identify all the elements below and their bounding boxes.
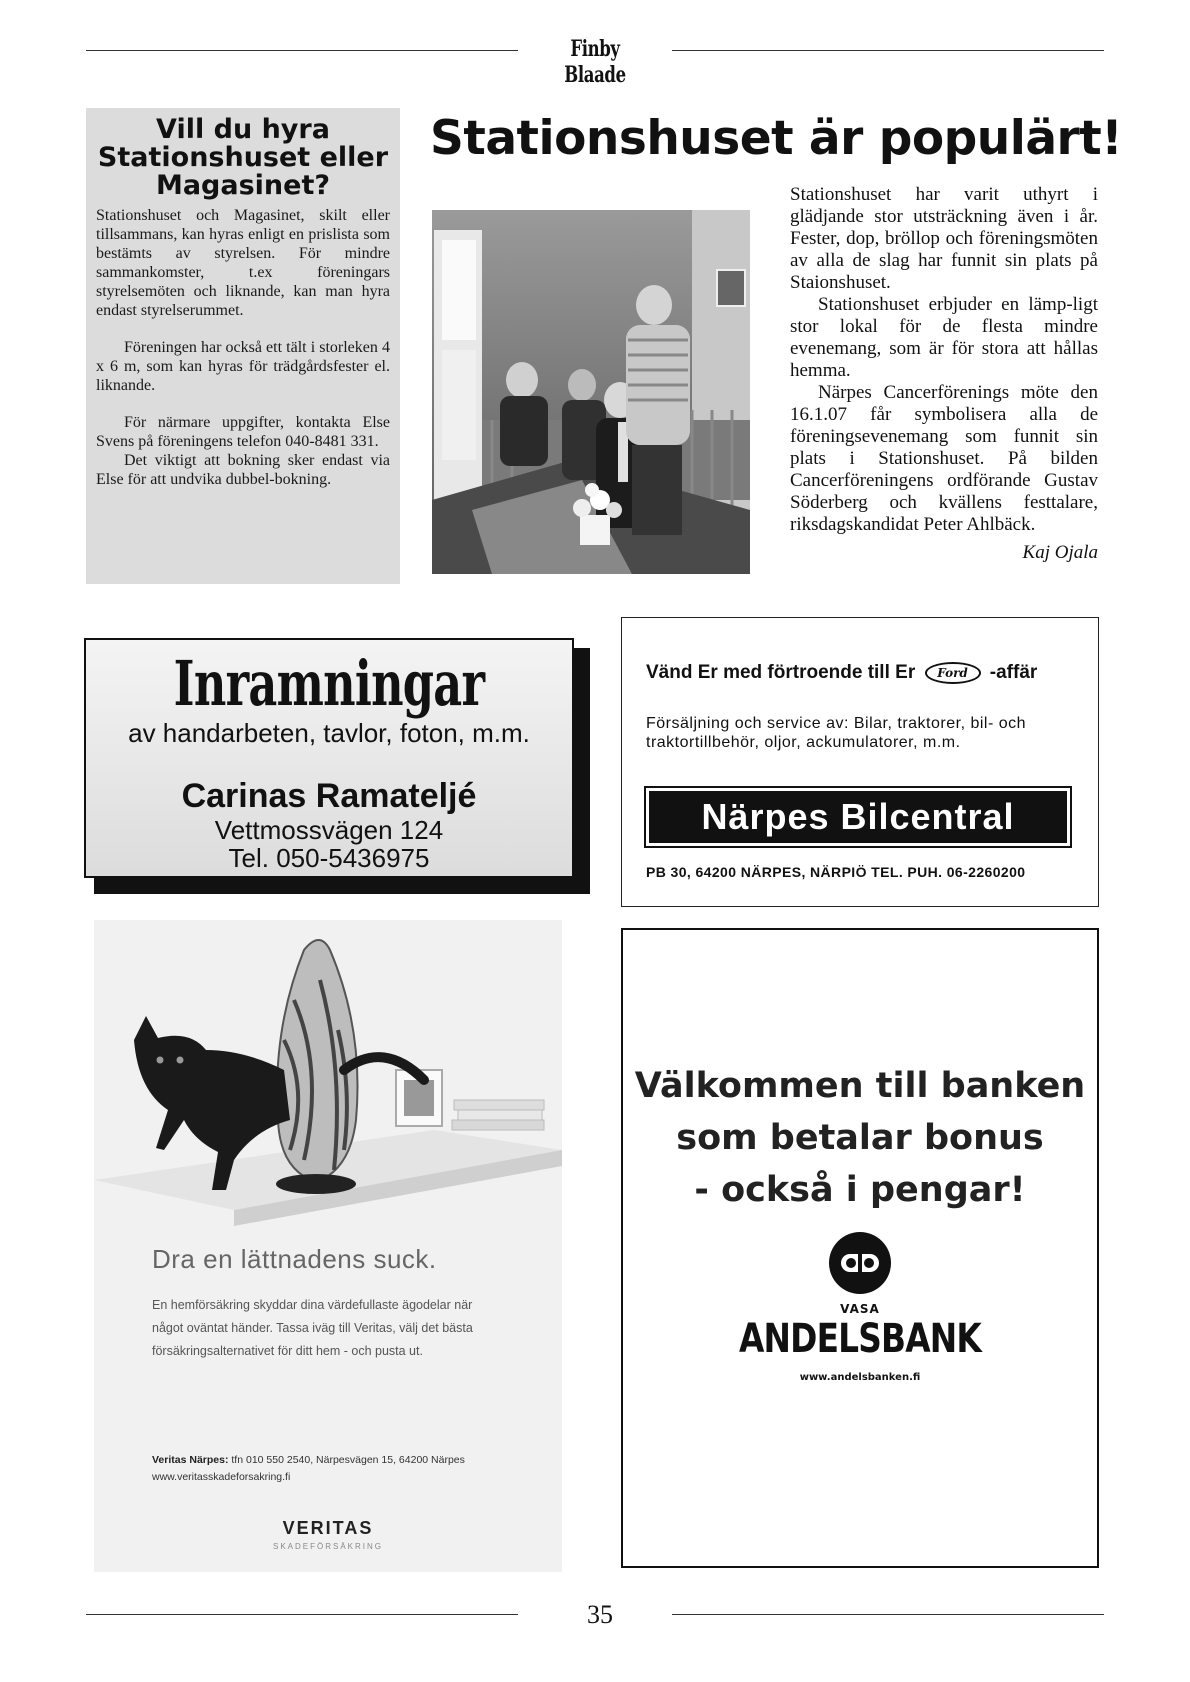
article-photo: [432, 210, 750, 574]
car-dealer-address: PB 30, 64200 NÄRPES, NÄRPIÖ TEL. PUH. 06-2260200: [646, 864, 1026, 880]
footer-rule-left: [86, 1614, 518, 1615]
article-paragraph: Stationshuset har varit uthyrt i glädjande stor utsträckning även i år. Fester, dop, bröllop och föreningsmöten av alla de slag har funnit sin plats på Staionshuset.: [790, 184, 1098, 293]
bank-logo-name: ANDELSBANK: [738, 1316, 982, 1362]
bank-ad-slogan: [629, 1060, 1091, 1216]
header-rule-left: [86, 50, 518, 51]
insurance-ad-contact-details: tfn 010 550 2540, Närpesvägen 15, 64200 Närpes: [231, 1454, 465, 1466]
article-byline: Kaj Ojala: [1022, 542, 1098, 563]
framing-ad: [84, 638, 574, 878]
op-bank-logo-icon: [827, 1230, 893, 1296]
rental-info-title: Vill du hyra Stationshuset eller Magasinet?: [97, 114, 389, 201]
article-body: [790, 184, 1098, 564]
bank-ad-slogan-line: - också i pengar!: [694, 1170, 1026, 1210]
rental-info-paragraph: För närmare uppgifter, kontakta Else Svens på föreningens telefon 040-8481 331.: [96, 414, 390, 450]
bank-ad-content: [629, 1060, 1091, 1438]
insurance-ad-url: www.veritasskadeforsakring.fi: [152, 1471, 291, 1483]
rental-info-paragraph: Föreningen har också ett tält i storleken 4 x 6 m, som kan hyras för trädgårdsfester el. liknande.: [96, 339, 390, 394]
car-dealer-name-frame: [644, 786, 1072, 848]
article-paragraph: Närpes Cancerförenings möte den 16.1.07 får symbolisera alla de föreningsevenemang som funnit sin plats i Stationshuset. På bilden Cancerföreningens ordförande Gustav Söderberg och kvällens festtalare, riksdagskandidat Peter Ahlbäck.: [790, 382, 1098, 535]
bank-ad-slogan-line: Välkommen till banken: [634, 1066, 1086, 1106]
cat-and-vase-illustration: [94, 920, 562, 1240]
car-dealer-tagline-suffix: -affär: [989, 662, 1038, 684]
masthead: Finby Blaade: [564, 36, 626, 88]
car-dealer-name: Närpes Bilcentral: [649, 791, 1067, 843]
veritas-logo: VERITAS: [282, 1518, 374, 1538]
rental-info-box: [86, 108, 400, 584]
framing-ad-phone: Tel. 050-5436975: [228, 843, 430, 873]
framing-ad-title: Inramningar: [173, 647, 485, 720]
article-headline: Stationshuset är populärt!: [430, 111, 1123, 166]
ford-logo-icon: Ford: [925, 662, 981, 684]
car-dealer-services: Försäljning och service av: Bilar, traktorer, bil- och traktortillbehör, oljor, ackumulatorer, m.m.: [646, 715, 1027, 751]
page-number: 35: [587, 1600, 613, 1629]
framing-ad-subtitle: av handarbeten, tavlor, foton, m.m.: [128, 718, 530, 748]
insurance-ad-body: En hemförsäkring skyddar dina värdefullaste ägodelar när något oväntat händer. Tassa iväg till Veritas, välj det bästa försäkringsalternativet för ditt hem - och pusta ut.: [152, 1298, 473, 1358]
veritas-logo-subtitle: SKADEFÖRSÄKRING: [272, 1542, 383, 1551]
car-dealer-tagline: [646, 662, 1037, 684]
insurance-ad-contact-name: Veritas Närpes:: [152, 1454, 229, 1466]
insurance-ad-contact: [152, 1452, 532, 1486]
car-dealer-tagline-prefix: Vänd Er med förtroende till Er: [646, 662, 916, 684]
rental-info-paragraph: Stationshuset och Magasinet, skilt eller tillsammans, kan hyras enligt en prislista som bestämts av styrelsen. För mindre sammankomster, t.ex föreningars styrelsemöten och liknande, kan man hyra endast styrelserummet.: [96, 207, 390, 319]
insurance-ad-headline: Dra en lättnadens suck.: [152, 1244, 437, 1274]
framing-ad-address: Vettmossvägen 124: [214, 815, 444, 845]
bank-ad: [621, 928, 1099, 1568]
article-paragraph: Stationshuset erbjuder en lämp-ligt stor lokal för de flesta mindre evenemang, som är för stora att hållas hemma.: [790, 294, 1098, 381]
bank-url: www.andelsbanken.fi: [799, 1372, 921, 1383]
bank-logo-small: VASA: [840, 1302, 880, 1316]
bank-ad-slogan-line: som betalar bonus: [676, 1118, 1044, 1158]
header-rule-right: [672, 50, 1104, 51]
rental-info-paragraph: Det viktigt att bokning sker endast via Else för att undvika dubbel-bokning.: [96, 452, 390, 488]
insurance-ad: [94, 920, 562, 1572]
framing-ad-business-name: Carinas Ramatelјé: [181, 777, 477, 815]
car-dealer-ad: [621, 617, 1099, 907]
footer-rule-right: [672, 1614, 1104, 1615]
